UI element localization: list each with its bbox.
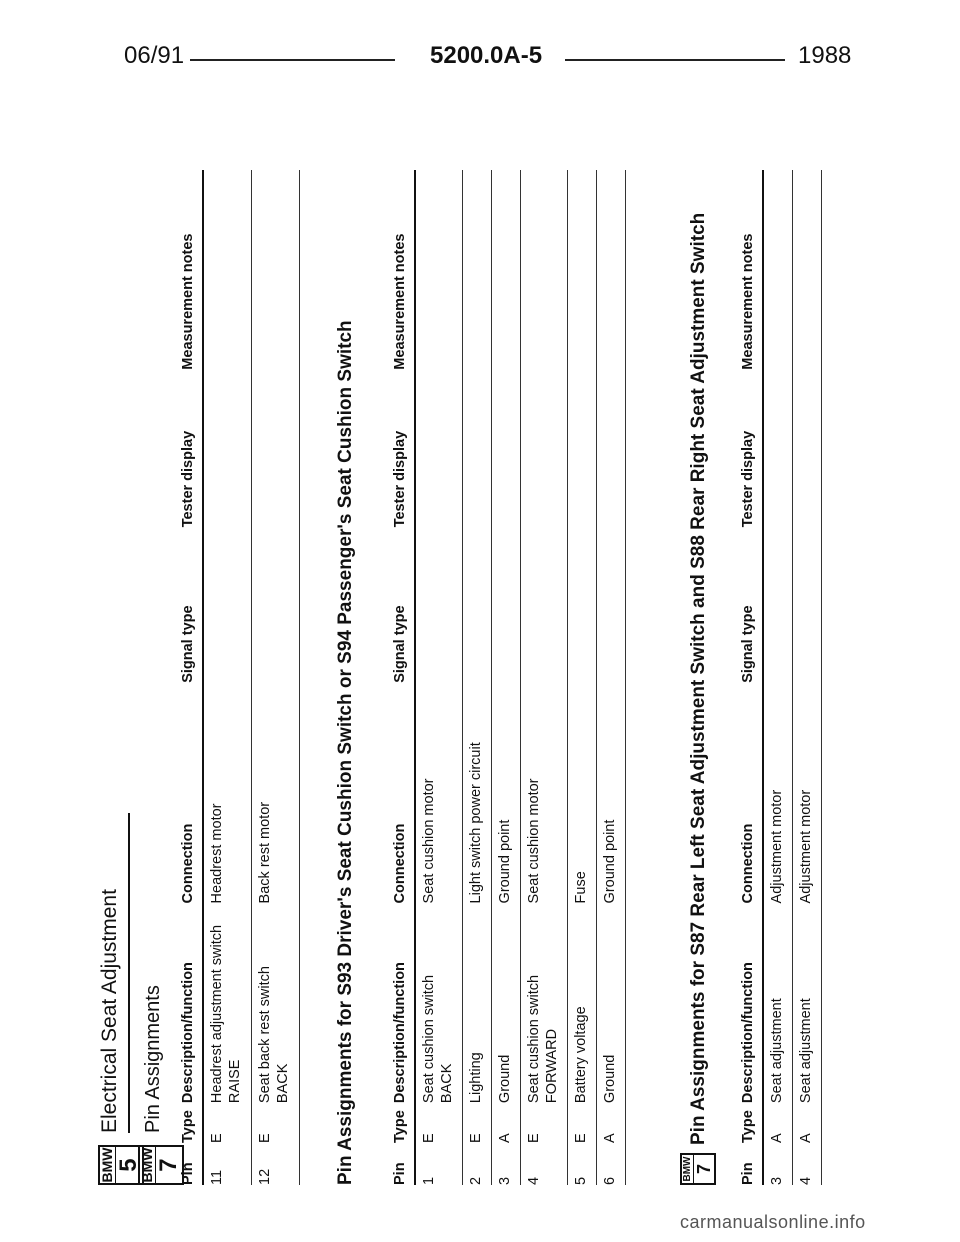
table-row [763, 170, 793, 1185]
bmw-7-series-logo-small [680, 1153, 716, 1185]
pin-cell: 11 [209, 1169, 225, 1185]
col-signal-type: Signal type [392, 605, 408, 683]
connection-cell: Adjustment motor [769, 789, 785, 904]
header-date: 06/91 [124, 42, 185, 69]
header-rule-left [190, 59, 395, 61]
table-row [597, 170, 626, 1185]
type-cell: A [798, 1133, 814, 1143]
pin-cell: 2 [468, 1176, 484, 1185]
description-cell: Seat adjustment [769, 998, 785, 1104]
type-cell: E [573, 1133, 589, 1143]
connection-cell: Adjustment motor [798, 789, 814, 904]
series-number: 7 [155, 1158, 182, 1172]
col-tester-display: Tester display [392, 430, 408, 528]
pin-cell: 6 [602, 1176, 618, 1185]
col-description: Description/function [392, 962, 408, 1104]
col-description: Description/function [740, 962, 756, 1104]
type-cell: E [526, 1133, 542, 1143]
col-description: Description/function [180, 962, 196, 1104]
table-header-row [740, 170, 763, 1185]
description-cell: Headrest adjustment switch RAISE [209, 924, 243, 1104]
col-tester-display: Tester display [180, 430, 196, 528]
type-cell: E [468, 1133, 484, 1143]
description-cell: Lighting [468, 1052, 484, 1104]
section-title: Electrical Seat Adjustment [98, 889, 121, 1133]
pin-cell: 12 [256, 1168, 273, 1185]
series-number: 7 [694, 1164, 714, 1175]
table-row [463, 170, 492, 1185]
connection-cell: Ground point [497, 819, 513, 904]
description-cell: Seat adjustment [798, 998, 814, 1104]
pin-cell: 1 [421, 1176, 437, 1185]
col-measurement-notes: Measurement notes [392, 233, 408, 370]
type-cell: A [497, 1133, 513, 1143]
table3-title: Pin Assignments for S87 Rear Left Seat Adjustment Switch and S88 Rear Right Seat Adjustment Switch [688, 212, 709, 1145]
pin-cell: 4 [798, 1176, 814, 1185]
table2-title: Pin Assignments for S93 Driver's Seat Cushion Switch or S94 Passenger's Seat Cushion Switch [335, 320, 356, 1185]
pin-cell: 5 [573, 1176, 589, 1185]
section-subtitle: Pin Assignments [142, 985, 164, 1133]
description-cell: Ground [602, 1054, 618, 1104]
col-signal-type: Signal type [180, 605, 196, 683]
table-row [568, 170, 597, 1185]
table-row [793, 170, 822, 1185]
header-doc-code: 5200.0A-5 [430, 42, 543, 69]
connection-cell: Back rest motor [256, 801, 273, 904]
table-header-row [392, 170, 415, 1185]
watermark: carmanualsonline.info [680, 1212, 866, 1232]
col-type: Type [180, 1110, 196, 1143]
bmw-logo-text: BMW [682, 1156, 693, 1182]
table-row [415, 170, 463, 1185]
rotated-page-content [80, 120, 850, 1185]
description-cell: Seat cushion switch FORWARD [526, 974, 560, 1104]
header-rule-right [565, 59, 785, 61]
header-year: 1988 [798, 42, 852, 69]
col-signal-type: Signal type [740, 605, 756, 683]
connection-cell: Light switch power circuit [468, 742, 484, 904]
type-cell: A [769, 1133, 785, 1143]
col-tester-display: Tester display [740, 430, 756, 528]
table-row [251, 170, 299, 1185]
col-pin: Pin [180, 1162, 196, 1185]
bmw-logo-text: BMW [99, 1147, 115, 1183]
pin-cell: 4 [526, 1176, 542, 1185]
col-pin: Pin [740, 1162, 756, 1185]
description-cell: Ground [497, 1054, 513, 1104]
col-connection: Connection [392, 823, 408, 904]
connection-cell: Headrest motor [209, 803, 225, 904]
bmw-logo-text: BMW [139, 1147, 155, 1183]
connection-cell: Ground point [602, 819, 618, 904]
table-row [521, 170, 568, 1185]
connection-cell: Seat cushion motor [526, 778, 542, 904]
pin-cell: 3 [497, 1176, 513, 1185]
col-type: Type [740, 1110, 756, 1143]
bmw-7-series-logo [138, 1145, 184, 1185]
description-cell: Battery voltage [573, 1006, 589, 1104]
pin-table-headrest-backrest [180, 170, 300, 1185]
col-measurement-notes: Measurement notes [180, 233, 196, 370]
series-number: 5 [115, 1158, 142, 1172]
connection-cell: Seat cushion motor [421, 778, 437, 904]
col-measurement-notes: Measurement notes [740, 233, 756, 370]
description-cell: Seat back rest switch BACK [256, 966, 291, 1104]
col-connection: Connection [740, 823, 756, 904]
pin-cell: 3 [769, 1176, 785, 1185]
table-row [203, 170, 251, 1185]
type-cell: A [602, 1133, 618, 1143]
connection-cell: Fuse [573, 871, 589, 904]
type-cell: E [209, 1133, 225, 1143]
pin-table-seat-cushion-switch [392, 170, 626, 1185]
section-divider [128, 813, 130, 1133]
table-header-row [180, 170, 203, 1185]
type-cell: E [421, 1133, 437, 1143]
type-cell: E [256, 1133, 273, 1143]
col-type: Type [392, 1110, 408, 1143]
pin-table-rear-seat-switch [740, 170, 822, 1185]
col-connection: Connection [180, 823, 196, 904]
page-header [0, 40, 960, 80]
col-pin: Pin [392, 1162, 408, 1185]
description-cell: Seat cushion switch BACK [421, 974, 455, 1104]
table-row [492, 170, 521, 1185]
